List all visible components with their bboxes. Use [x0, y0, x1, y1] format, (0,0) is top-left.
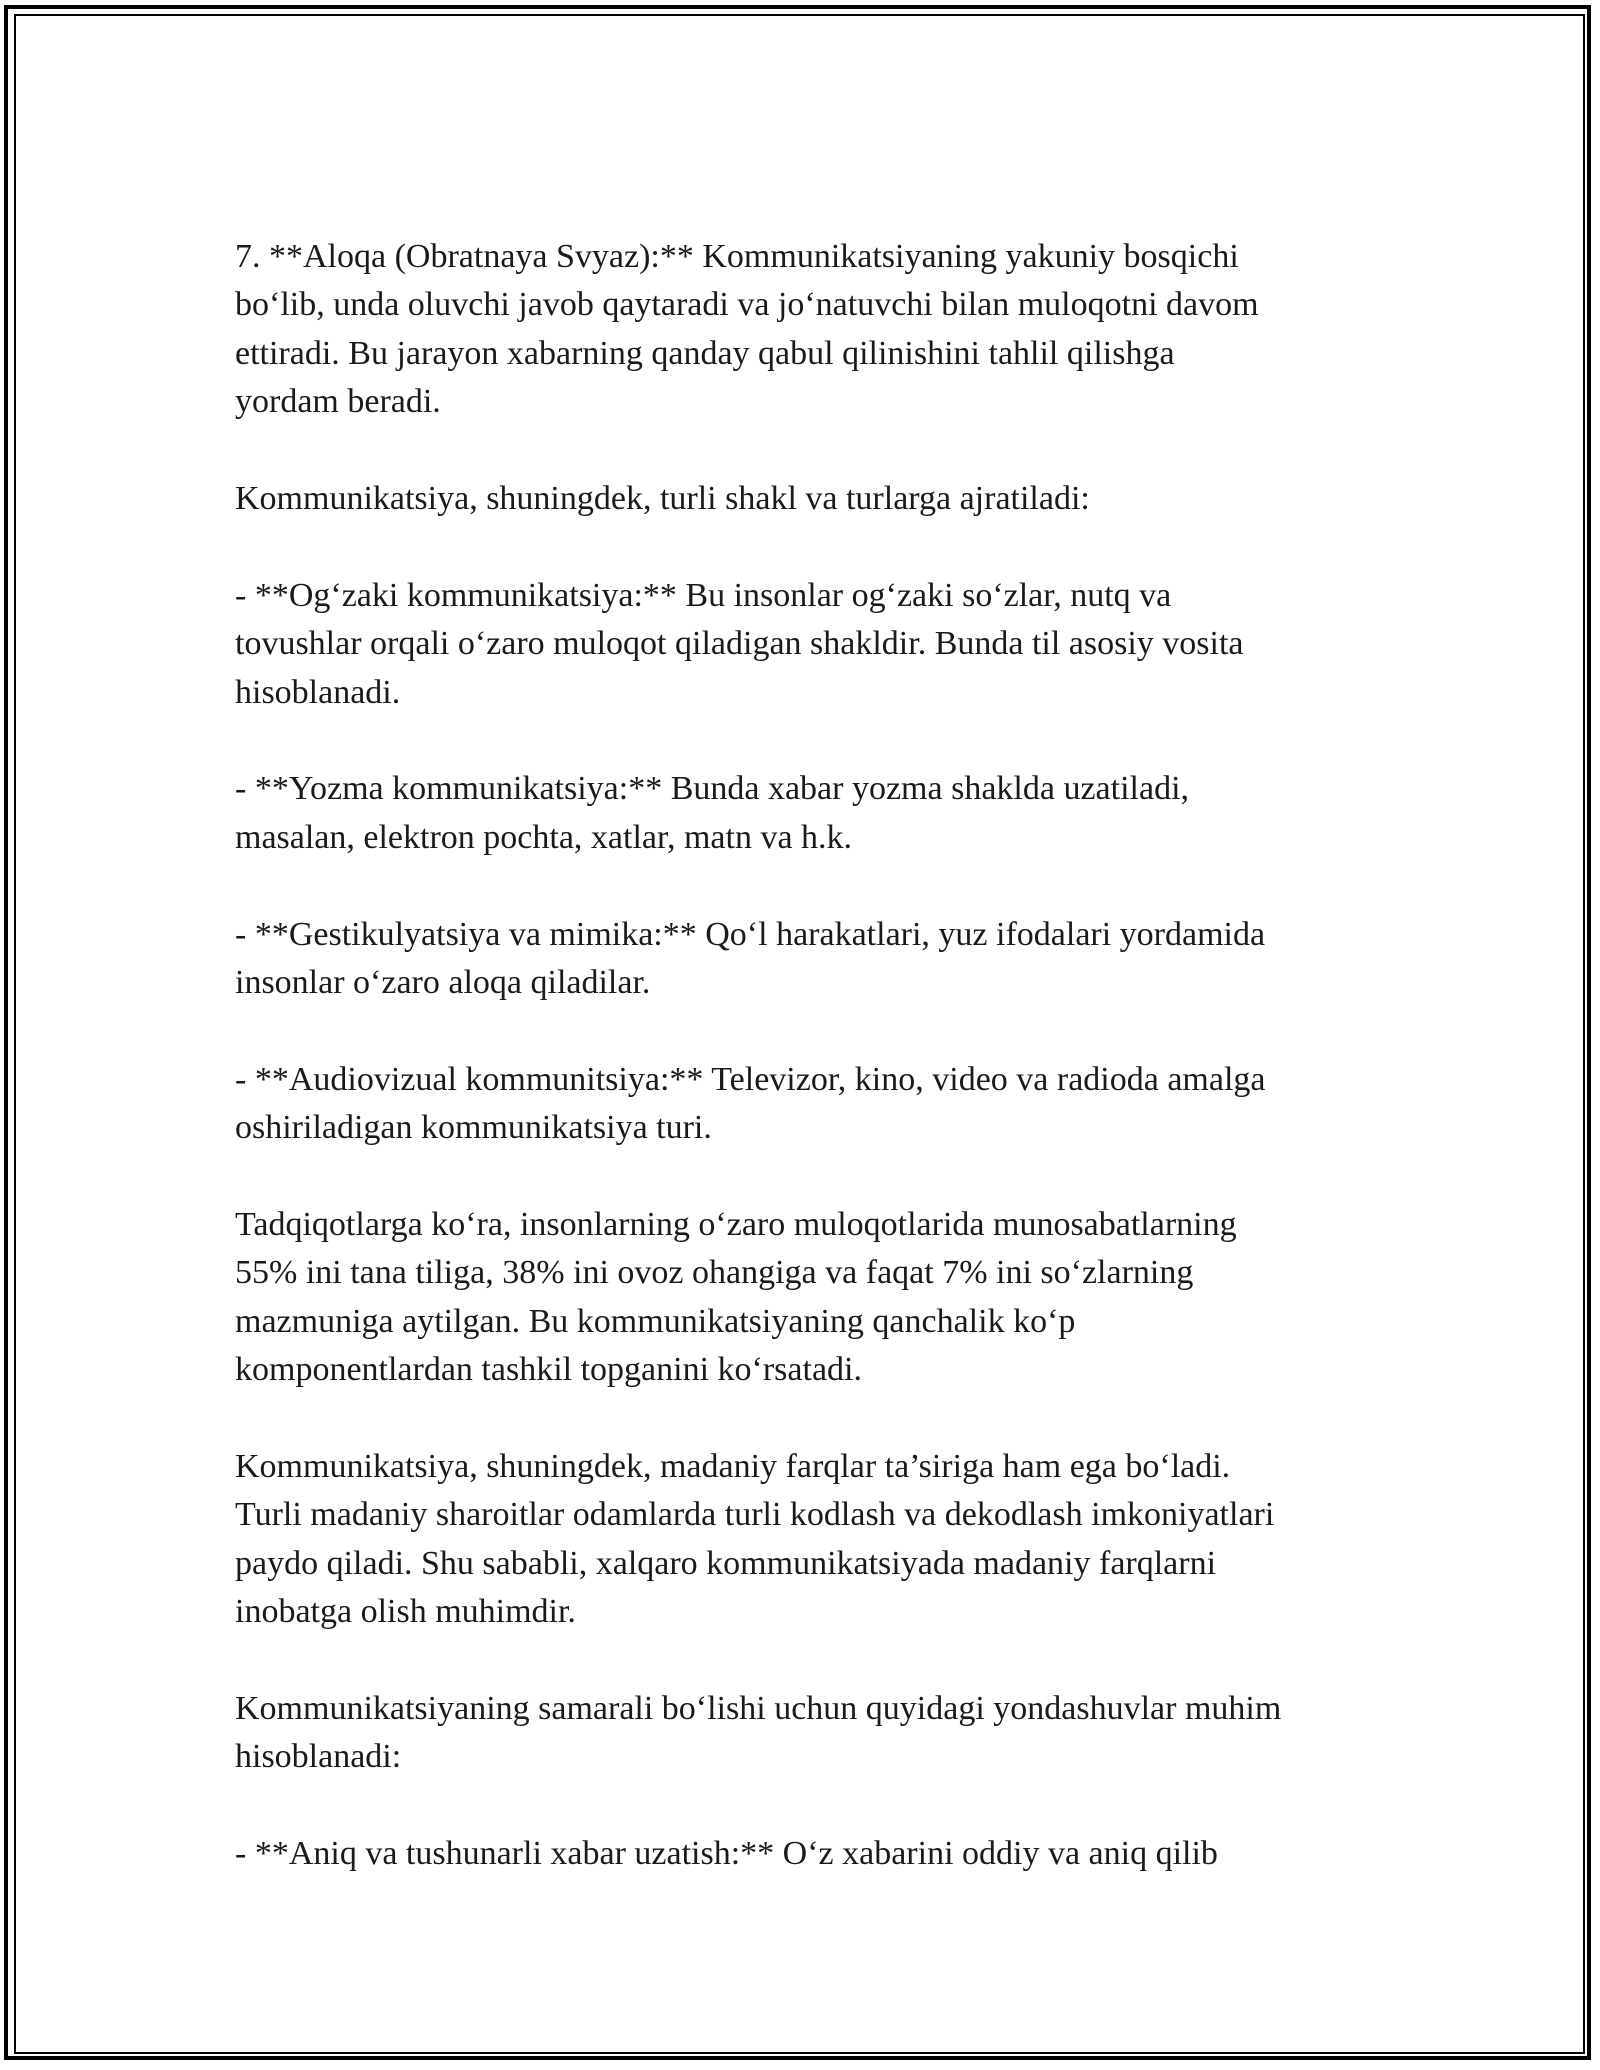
paragraph-forms-intro: Kommunikatsiya, shuningdek, turli shakl va turlarga ajratiladi: [235, 480, 1090, 518]
paragraph-research: Tadqiqotlarga ko‘ra, insonlarning o‘zaro muloqotlarida munosabatlarning 55% ini tana tiliga, 38% ini ovoz ohangiga va faqat 7% ini so‘zlarning mazmuniga aytilgan. Bu kommunikatsiyaning qanchalik ko‘p komponentlardan tashkil topganini ko‘rsatadi. [235, 1206, 1237, 1389]
paragraph-approaches-intro: Kommunikatsiyaning samarali bo‘lishi uchun quyidagi yondashuvlar muhim hisoblanadi: [235, 1690, 1282, 1776]
list-item-written: - **Yozma kommunikatsiya:** Bunda xabar yozma shaklda uzatiladi, masalan, elektron pochta, xatlar, matn va h.k. [235, 770, 1190, 856]
paragraph-feedback: 7. **Aloqa (Obratnaya Svyaz):** Kommunikatsiyaning yakuniy bosqichi bo‘lib, unda oluvchi javob qaytaradi va jo‘natuvchi bilan muloqotni davom ettiradi. Bu jarayon xabarning qanday qabul qilinishini tahlil qilishga yordam beradi. [235, 238, 1259, 421]
paragraph-culture: Kommunikatsiya, shuningdek, madaniy farqlar ta’siriga ham ega bo‘ladi. Turli madaniy sharoitlar odamlarda turli kodlash va dekodlash imkoniyatlari paydo qiladi. Shu sababli, xalqaro kommunikatsiyada madaniy farqlarni inobatga olish muhimdir. [235, 1448, 1275, 1631]
list-item-audiovisual: - **Audiovizual kommunitsiya:** Televizor, kino, video va radioda amalga oshiriladigan kommunikatsiya turi. [235, 1060, 1266, 1147]
list-item-clear-message: - **Aniq va tushunarli xabar uzatish:** O‘z xabarini oddiy va aniq qilib [235, 1835, 1218, 1873]
document-body [235, 233, 1385, 1879]
list-item-oral: - **Og‘zaki kommunikatsiya:** Bu insonlar og‘zaki so‘zlar, nutq va tovushlar orqali o‘zaro muloqot qiladigan shakldir. Bunda til asosiy vosita hisoblanadi. [235, 576, 1244, 711]
list-item-gestures: - **Gestikulyatsiya va mimika:** Qo‘l harakatlari, yuz ifodalari yordamida insonlar o‘zaro aloqa qiladilar. [235, 915, 1266, 1002]
